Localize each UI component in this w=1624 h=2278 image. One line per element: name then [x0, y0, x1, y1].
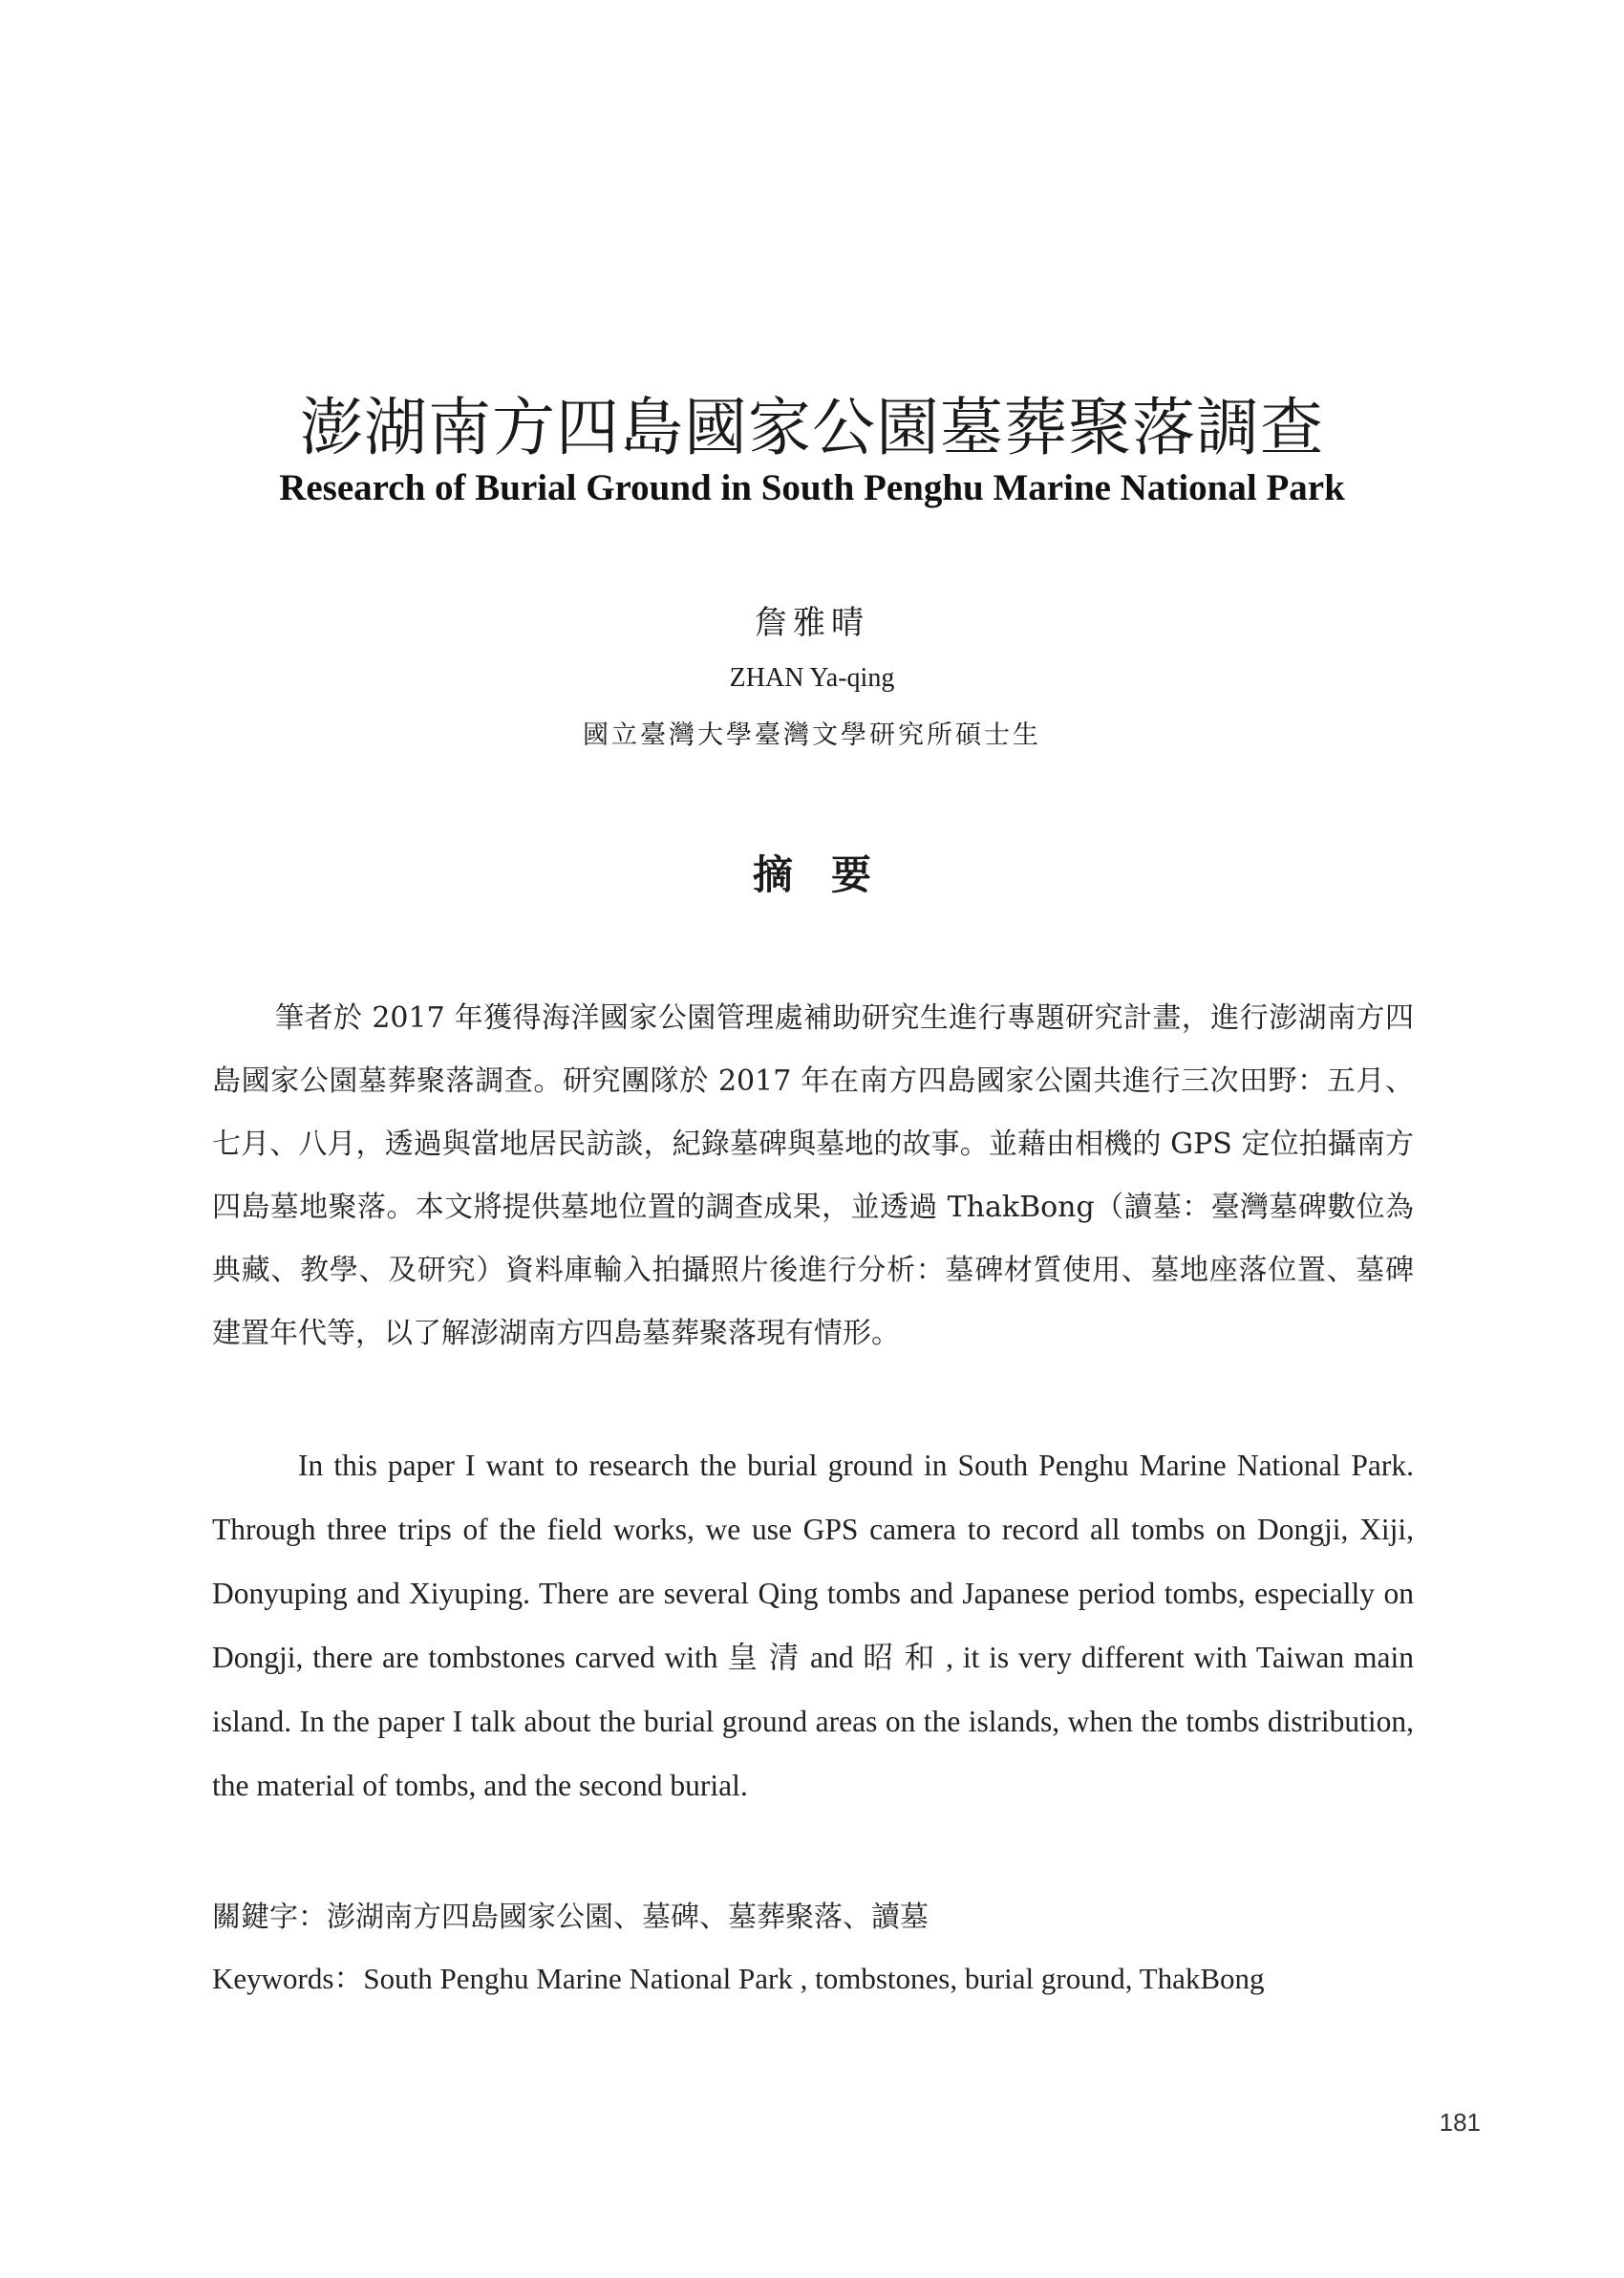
page-number: 181 [1439, 2108, 1481, 2137]
abstract-heading: 摘要 [752, 851, 909, 898]
keywords-english: Keywords：South Penghu Marine National Park , tombstones, burial ground, ThakBong [212, 1962, 1265, 1995]
author-name-english: ZHAN Ya-qing [729, 663, 895, 693]
keywords-chinese: 關鍵字：澎湖南方四島國家公園、墓碑、墓葬聚落、讀墓 [212, 1901, 929, 1934]
paper-title-chinese: 澎湖南方四島國家公園墓葬聚落調查 [300, 391, 1324, 464]
author-affiliation: 國立臺灣大學臺灣文學研究所碩士生 [583, 720, 1041, 750]
abstract-chinese: 筆者於 2017 年獲得海洋國家公園管理處補助研究生進行專題研究計畫，進行澎湖南方四島國家公園墓葬聚落調查。研究團隊於 2017 年在南方四島國家公園共進行三次田野：五月、七月、八月，透過與當地居民訪談，紀錄墓碑與墓地的故事。並藉由相機的 GPS 定位拍攝南方四島墓地聚落。本文將提供墓地位置的調查成果，並透過 ThakBong（讀墓：臺灣墓碑數位為典藏、教學、及研究）資料庫輸入拍攝照片後進行分析：墓碑材質使用、墓地座落位置、墓碑建置年代等，以了解澎湖南方四島墓葬聚落現有情形。 [212, 1001, 1414, 1350]
author-name-chinese: 詹雅晴 [755, 604, 869, 642]
paper-title-english: Research of Burial Ground in South Penghu Marine National Park [279, 467, 1345, 508]
abstract-english: In this paper I want to research the burial ground in South Penghu Marine National Park. Through three trips of the field works, we use GPS camera to record all tombs on Dongji, Xiji, Donyuping and Xiyuping. There are several Qing tombs and Japanese period tombs, especially on Dongji, there are tombstones carved with 皇 清 and 昭 和 , it is very different with Taiwan main island. In the paper I talk about the burial ground areas on the islands, when the tombs distribution, the material of tombs, and the second burial. [212, 1449, 1414, 1802]
